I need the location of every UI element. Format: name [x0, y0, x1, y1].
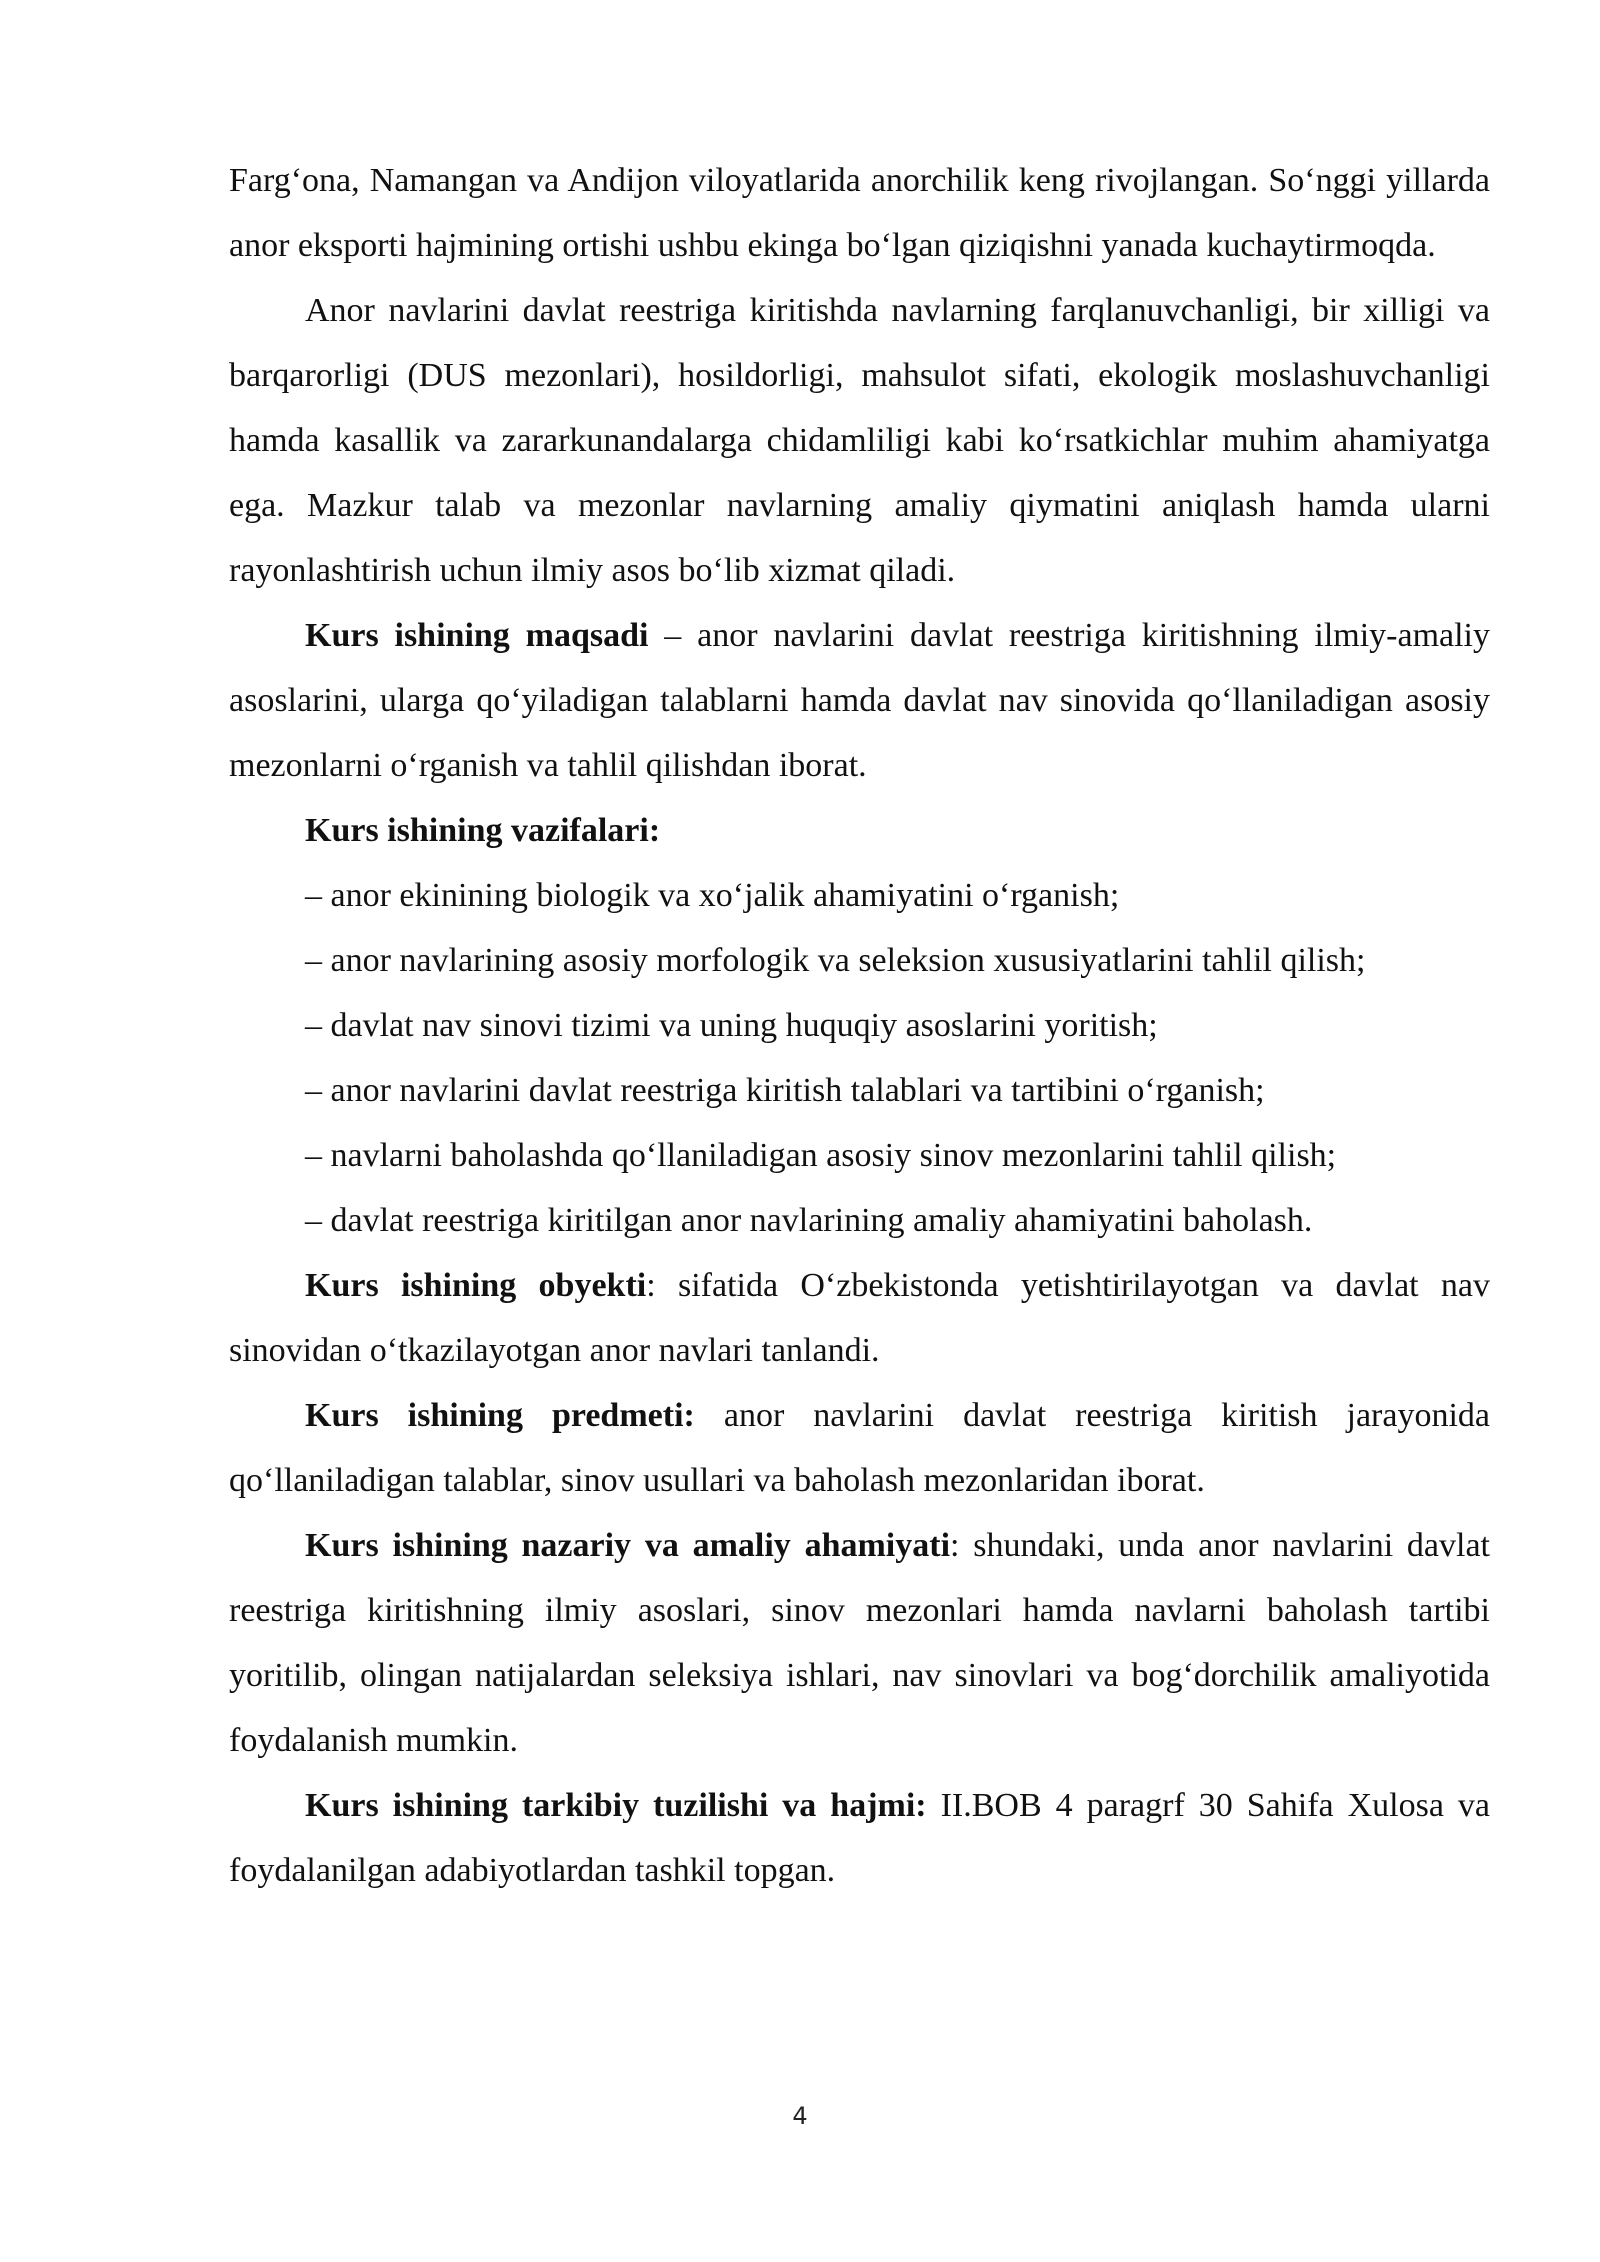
- task-item: – davlat reestriga kiritilgan anor navlarining amaliy ahamiyatini baholash.: [305, 1202, 1313, 1239]
- task-item: – navlarni baholashda qo‘llaniladigan asosiy sinov mezonlarini tahlil qilish;: [305, 1137, 1337, 1174]
- document-body: [229, 148, 1490, 1903]
- page-number: 4: [792, 2102, 808, 2130]
- paragraph-goal: [229, 603, 1490, 798]
- task-item: – davlat nav sinovi tizimi va uning huquqiy asoslarini yoritish;: [305, 1007, 1158, 1044]
- significance-text: : shundaki, unda anor navlarini davlat reestriga kiritishning ilmiy asoslari, sinov mezonlari hamda navlarni baholash tartibi yoritilib, olingan natijalardan seleksiya ishlari, nav sinovlari va bog‘dorchilik amaliyotida foydalanish mumkin.: [229, 1527, 1490, 1759]
- object-text: : sifatida O‘zbekistonda yetishtirilayotgan va davlat nav sinovidan o‘tkazilayotgan anor navlari tanlandi.: [229, 1267, 1491, 1369]
- structure-text: II.BOB 4 paragrf 30 Sahifa Xulosa va foydalanilgan adabiyotlardan tashkil topgan.: [229, 1787, 1490, 1889]
- paragraph-significance: [229, 1513, 1490, 1773]
- goal-text: – anor navlarini davlat reestriga kiritishning ilmiy-amaliy asoslarini, ularga qo‘yiladigan talablarni hamda davlat nav sinovida qo‘llaniladigan asosiy mezonlarni o‘rganish va tahlil qilishdan iborat.: [229, 617, 1490, 784]
- object-label: Kurs ishining obyekti: [305, 1267, 647, 1304]
- goal-label: Kurs ishining maqsadi: [305, 617, 649, 654]
- significance-label: Kurs ishining nazariy va amaliy ahamiyati: [305, 1527, 951, 1564]
- tasks-label: Kurs ishining vazifalari:: [305, 812, 661, 849]
- tasks-heading: [229, 798, 1490, 863]
- subject-label: Kurs ishining predmeti:: [305, 1397, 695, 1434]
- structure-label: Kurs ishining tarkibiy tuzilishi va hajmi:: [305, 1787, 927, 1824]
- subject-text: anor navlarini davlat reestriga kiritish jarayonida qo‘llaniladigan talablar, sinov usullari va baholash mezonlaridan iborat.: [229, 1397, 1490, 1499]
- paragraph-structure: [229, 1773, 1490, 1903]
- task-item: – anor navlarining asosiy morfologik va seleksion xususiyatlarini tahlil qilish;: [305, 942, 1366, 979]
- paragraph-requirements: Anor navlarini davlat reestriga kiritishda navlarning farqlanuvchanligi, bir xilligi va barqarorligi (DUS mezonlari), hosildorligi, mahsulot sifati, ekologik moslashuvchanligi hamda kasallik va zararkunandalarga chidamliligi kabi ko‘rsatkichlar muhim ahamiyatga ega. Mazkur talab va mezonlar navlarning amaliy qiymatini aniqlash hamda ularni rayonlashtirish uchun ilmiy asos bo‘lib xizmat qiladi.: [229, 292, 1490, 589]
- task-item: – anor ekinining biologik va xo‘jalik ahamiyatini o‘rganish;: [305, 877, 1120, 914]
- paragraph-intro: Farg‘ona, Namangan va Andijon viloyatlarida anorchilik keng rivojlangan. So‘nggi yillarda anor eksporti hajmining ortishi ushbu ekinga bo‘lgan qiziqishni yanada kuchaytirmoqda.: [229, 162, 1490, 264]
- paragraph-subject: [229, 1383, 1490, 1513]
- tasks-list: [229, 863, 1490, 1253]
- paragraph-object: [229, 1253, 1490, 1383]
- task-item: – anor navlarini davlat reestriga kiritish talablari va tartibini o‘rganish;: [305, 1072, 1265, 1109]
